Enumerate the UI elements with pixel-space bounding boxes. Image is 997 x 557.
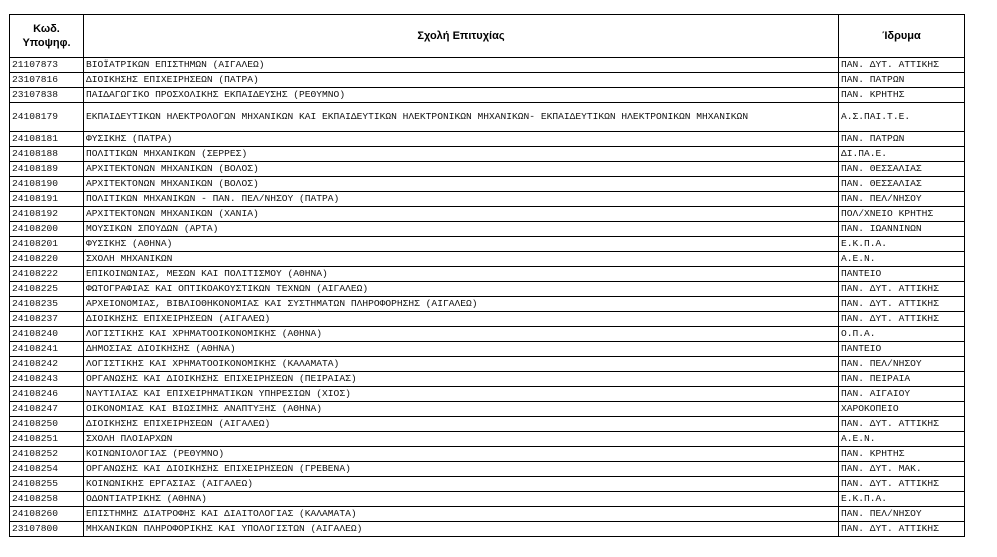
- cell-institution: Α.Σ.ΠΑΙ.Τ.Ε.: [839, 103, 965, 132]
- cell-candidate-code: 24108250: [10, 417, 84, 432]
- cell-candidate-code: 24108247: [10, 402, 84, 417]
- cell-institution: ΠΑΝ. ΠΑΤΡΩΝ: [839, 132, 965, 147]
- table-row: [10, 417, 965, 432]
- cell-school: ΕΚΠΑΙΔΕΥΤΙΚΩΝ ΗΛΕΚΤΡΟΛΟΓΩΝ ΜΗΧΑΝΙΚΩΝ ΚΑΙ ΕΚΠΑΙΔΕΥΤΙΚΩΝ ΗΛΕΚΤΡΟΝΙΚΩΝ ΜΗΧΑΝΙΚΩΝ- ΕΚΠΑΙΔΕΥΤΙΚΩΝ ΗΛΕΚΤΡΟΝΙΚΩΝ ΜΗΧΑΝΙΚΩΝ: [84, 103, 839, 132]
- table-row: [10, 402, 965, 417]
- cell-school: ΠΟΛΙΤΙΚΩΝ ΜΗΧΑΝΙΚΩΝ (ΣΕΡΡΕΣ): [84, 147, 839, 162]
- cell-school: ΔΗΜΟΣΙΑΣ ΔΙΟΙΚΗΣΗΣ (ΑΘΗΝΑ): [84, 342, 839, 357]
- cell-candidate-code: 24108258: [10, 492, 84, 507]
- table-row: [10, 222, 965, 237]
- cell-institution: ΠΑΝ. ΘΕΣΣΑΛΙΑΣ: [839, 177, 965, 192]
- cell-school: ΠΑΙΔΑΓΩΓΙΚΟ ΠΡΟΣΧΟΛΙΚΗΣ ΕΚΠΑΙΔΕΥΣΗΣ (ΡΕΘΥΜΝΟ): [84, 88, 839, 103]
- table-row: [10, 177, 965, 192]
- table-row: [10, 282, 965, 297]
- cell-school: ΠΟΛΙΤΙΚΩΝ ΜΗΧΑΝΙΚΩΝ - ΠΑΝ. ΠΕΛ/ΝΗΣΟΥ (ΠΑΤΡΑ): [84, 192, 839, 207]
- cell-school: ΦΥΣΙΚΗΣ (ΠΑΤΡΑ): [84, 132, 839, 147]
- table-row: [10, 103, 965, 132]
- header-code-line2: Υποψηφ.: [22, 37, 71, 49]
- table-row: [10, 237, 965, 252]
- cell-candidate-code: 24108222: [10, 267, 84, 282]
- cell-candidate-code: 24108192: [10, 207, 84, 222]
- cell-institution: Ε.Κ.Π.Α.: [839, 237, 965, 252]
- cell-school: ΟΔΟΝΤΙΑΤΡΙΚΗΣ (ΑΘΗΝΑ): [84, 492, 839, 507]
- cell-institution: ΠΑΝ. ΑΙΓΑΙΟΥ: [839, 387, 965, 402]
- cell-institution: ΠΑΝ. ΔΥΤ. ΑΤΤΙΚΗΣ: [839, 477, 965, 492]
- cell-candidate-code: 24108179: [10, 103, 84, 132]
- cell-institution: ΠΑΝ. ΔΥΤ. ΜΑΚ.: [839, 462, 965, 477]
- cell-school: ΑΡΧΙΤΕΚΤΟΝΩΝ ΜΗΧΑΝΙΚΩΝ (ΧΑΝΙΑ): [84, 207, 839, 222]
- cell-institution: ΠΑΝ. ΔΥΤ. ΑΤΤΙΚΗΣ: [839, 282, 965, 297]
- cell-candidate-code: 24108237: [10, 312, 84, 327]
- table-row: [10, 522, 965, 537]
- table-row: [10, 342, 965, 357]
- cell-institution: ΠΑΝ. ΚΡΗΤΗΣ: [839, 88, 965, 103]
- table-row: [10, 58, 965, 73]
- header-code-line1: Κωδ.: [33, 23, 60, 35]
- cell-school: ΑΡΧΕΙΟΝΟΜΙΑΣ, ΒΙΒΛΙΟΘΗΚΟΝΟΜΙΑΣ ΚΑΙ ΣΥΣΤΗΜΑΤΩΝ ΠΛΗΡΟΦΟΡΗΣΗΣ (ΑΙΓΑΛΕΩ): [84, 297, 839, 312]
- cell-institution: Α.Ε.Ν.: [839, 432, 965, 447]
- table-row: [10, 88, 965, 103]
- table-row: [10, 477, 965, 492]
- table-row: [10, 387, 965, 402]
- table-row: [10, 312, 965, 327]
- cell-school: ΣΧΟΛΗ ΠΛΟΙΑΡΧΩΝ: [84, 432, 839, 447]
- cell-institution: ΠΑΝ. ΔΥΤ. ΑΤΤΙΚΗΣ: [839, 522, 965, 537]
- cell-school: ΑΡΧΙΤΕΚΤΟΝΩΝ ΜΗΧΑΝΙΚΩΝ (ΒΟΛΟΣ): [84, 162, 839, 177]
- table-row: [10, 492, 965, 507]
- cell-candidate-code: 24108201: [10, 237, 84, 252]
- cell-institution: Ο.Π.Α.: [839, 327, 965, 342]
- cell-institution: ΠΑΝ. ΠΕΛ/ΝΗΣΟΥ: [839, 357, 965, 372]
- cell-candidate-code: 24108181: [10, 132, 84, 147]
- cell-institution: ΠΟΛ/ΧΝΕΙΟ ΚΡΗΤΗΣ: [839, 207, 965, 222]
- cell-institution: ΠΑΝ. ΚΡΗΤΗΣ: [839, 447, 965, 462]
- table-row: [10, 252, 965, 267]
- cell-candidate-code: 24108220: [10, 252, 84, 267]
- cell-school: ΦΥΣΙΚΗΣ (ΑΘΗΝΑ): [84, 237, 839, 252]
- header-institution: Ίδρυμα: [839, 15, 965, 58]
- table-row: [10, 447, 965, 462]
- cell-school: ΟΙΚΟΝΟΜΙΑΣ ΚΑΙ ΒΙΩΣΙΜΗΣ ΑΝΑΠΤΥΞΗΣ (ΑΘΗΝΑ): [84, 402, 839, 417]
- cell-school: ΔΙΟΙΚΗΣΗΣ ΕΠΙΧΕΙΡΗΣΕΩΝ (ΑΙΓΑΛΕΩ): [84, 417, 839, 432]
- table-row: [10, 297, 965, 312]
- cell-institution: ΠΑΝ. ΠΕΙΡΑΙΑ: [839, 372, 965, 387]
- table-row: [10, 207, 965, 222]
- cell-school: ΔΙΟΙΚΗΣΗΣ ΕΠΙΧΕΙΡΗΣΕΩΝ (ΠΑΤΡΑ): [84, 73, 839, 88]
- header-school: Σχολή Επιτυχίας: [84, 15, 839, 58]
- cell-institution: ΠΑΝ. ΔΥΤ. ΑΤΤΙΚΗΣ: [839, 297, 965, 312]
- cell-candidate-code: 24108254: [10, 462, 84, 477]
- cell-school: ΛΟΓΙΣΤΙΚΗΣ ΚΑΙ ΧΡΗΜΑΤΟΟΙΚΟΝΟΜΙΚΗΣ (ΚΑΛΑΜΑΤΑ): [84, 357, 839, 372]
- table-row: [10, 432, 965, 447]
- cell-institution: ΠΑΝ. ΔΥΤ. ΑΤΤΙΚΗΣ: [839, 417, 965, 432]
- cell-institution: ΠΑΝΤΕΙΟ: [839, 342, 965, 357]
- cell-institution: ΠΑΝ. ΙΩΑΝΝΙΝΩΝ: [839, 222, 965, 237]
- cell-candidate-code: 24108225: [10, 282, 84, 297]
- cell-school: ΟΡΓΑΝΩΣΗΣ ΚΑΙ ΔΙΟΙΚΗΣΗΣ ΕΠΙΧΕΙΡΗΣΕΩΝ (ΓΡΕΒΕΝΑ): [84, 462, 839, 477]
- cell-candidate-code: 24108251: [10, 432, 84, 447]
- table-row: [10, 507, 965, 522]
- cell-school: ΕΠΙΣΤΗΜΗΣ ΔΙΑΤΡΟΦΗΣ ΚΑΙ ΔΙΑΙΤΟΛΟΓΙΑΣ (ΚΑΛΑΜΑΤΑ): [84, 507, 839, 522]
- header-candidate-code: [10, 15, 84, 58]
- cell-candidate-code: 24108242: [10, 357, 84, 372]
- cell-candidate-code: 24108188: [10, 147, 84, 162]
- cell-candidate-code: 24108246: [10, 387, 84, 402]
- cell-school: ΜΗΧΑΝΙΚΩΝ ΠΛΗΡΟΦΟΡΙΚΗΣ ΚΑΙ ΥΠΟΛΟΓΙΣΤΩΝ (ΑΙΓΑΛΕΩ): [84, 522, 839, 537]
- table-row: [10, 327, 965, 342]
- table-row: [10, 462, 965, 477]
- cell-candidate-code: 23107800: [10, 522, 84, 537]
- cell-school: ΕΠΙΚΟΙΝΩΝΙΑΣ, ΜΕΣΩΝ ΚΑΙ ΠΟΛΙΤΙΣΜΟΥ (ΑΘΗΝΑ): [84, 267, 839, 282]
- table-row: [10, 267, 965, 282]
- table-row: [10, 357, 965, 372]
- cell-candidate-code: 24108243: [10, 372, 84, 387]
- cell-school: ΔΙΟΙΚΗΣΗΣ ΕΠΙΧΕΙΡΗΣΕΩΝ (ΑΙΓΑΛΕΩ): [84, 312, 839, 327]
- cell-candidate-code: 24108200: [10, 222, 84, 237]
- cell-institution: Α.Ε.Ν.: [839, 252, 965, 267]
- cell-institution: Ε.Κ.Π.Α.: [839, 492, 965, 507]
- cell-institution: ΠΑΝ. ΠΑΤΡΩΝ: [839, 73, 965, 88]
- cell-institution: ΠΑΝ. ΔΥΤ. ΑΤΤΙΚΗΣ: [839, 58, 965, 73]
- cell-school: ΝΑΥΤΙΛΙΑΣ ΚΑΙ ΕΠΙΧΕΙΡΗΜΑΤΙΚΩΝ ΥΠΗΡΕΣΙΩΝ (ΧΙΟΣ): [84, 387, 839, 402]
- cell-candidate-code: 23107816: [10, 73, 84, 88]
- table-row: [10, 192, 965, 207]
- cell-institution: ΠΑΝ. ΘΕΣΣΑΛΙΑΣ: [839, 162, 965, 177]
- cell-school: ΑΡΧΙΤΕΚΤΟΝΩΝ ΜΗΧΑΝΙΚΩΝ (ΒΟΛΟΣ): [84, 177, 839, 192]
- table-row: [10, 372, 965, 387]
- cell-candidate-code: 21107873: [10, 58, 84, 73]
- table-header-row: [10, 15, 965, 58]
- cell-school: ΜΟΥΣΙΚΩΝ ΣΠΟΥΔΩΝ (ΑΡΤΑ): [84, 222, 839, 237]
- cell-candidate-code: 24108235: [10, 297, 84, 312]
- cell-school: ΣΧΟΛΗ ΜΗΧΑΝΙΚΩΝ: [84, 252, 839, 267]
- cell-institution: ΔΙ.ΠΑ.Ε.: [839, 147, 965, 162]
- cell-school: ΦΩΤΟΓΡΑΦΙΑΣ ΚΑΙ ΟΠΤΙΚΟΑΚΟΥΣΤΙΚΩΝ ΤΕΧΝΩΝ (ΑΙΓΑΛΕΩ): [84, 282, 839, 297]
- cell-school: ΟΡΓΑΝΩΣΗΣ ΚΑΙ ΔΙΟΙΚΗΣΗΣ ΕΠΙΧΕΙΡΗΣΕΩΝ (ΠΕΙΡΑΙΑΣ): [84, 372, 839, 387]
- cell-candidate-code: 24108191: [10, 192, 84, 207]
- cell-school: ΚΟΙΝΩΝΙΟΛΟΓΙΑΣ (ΡΕΘΥΜΝΟ): [84, 447, 839, 462]
- cell-candidate-code: 24108255: [10, 477, 84, 492]
- cell-school: ΚΟΙΝΩΝΙΚΗΣ ΕΡΓΑΣΙΑΣ (ΑΙΓΑΛΕΩ): [84, 477, 839, 492]
- cell-candidate-code: 24108189: [10, 162, 84, 177]
- cell-institution: ΠΑΝΤΕΙΟ: [839, 267, 965, 282]
- cell-candidate-code: 24108252: [10, 447, 84, 462]
- cell-school: ΛΟΓΙΣΤΙΚΗΣ ΚΑΙ ΧΡΗΜΑΤΟΟΙΚΟΝΟΜΙΚΗΣ (ΑΘΗΝΑ): [84, 327, 839, 342]
- cell-institution: ΠΑΝ. ΔΥΤ. ΑΤΤΙΚΗΣ: [839, 312, 965, 327]
- table-row: [10, 147, 965, 162]
- cell-institution: ΧΑΡΟΚΟΠΕΙΟ: [839, 402, 965, 417]
- cell-candidate-code: 24108241: [10, 342, 84, 357]
- cell-institution: ΠΑΝ. ΠΕΛ/ΝΗΣΟΥ: [839, 192, 965, 207]
- results-table-container: [9, 14, 965, 537]
- cell-school: ΒΙΟΪΑΤΡΙΚΩΝ ΕΠΙΣΤΗΜΩΝ (ΑΙΓΑΛΕΩ): [84, 58, 839, 73]
- cell-institution: ΠΑΝ. ΠΕΛ/ΝΗΣΟΥ: [839, 507, 965, 522]
- table-row: [10, 73, 965, 88]
- cell-candidate-code: 24108260: [10, 507, 84, 522]
- cell-candidate-code: 24108240: [10, 327, 84, 342]
- table-row: [10, 132, 965, 147]
- cell-candidate-code: 24108190: [10, 177, 84, 192]
- table-row: [10, 162, 965, 177]
- cell-candidate-code: 23107838: [10, 88, 84, 103]
- table-body: [10, 58, 965, 537]
- results-table: [9, 14, 965, 537]
